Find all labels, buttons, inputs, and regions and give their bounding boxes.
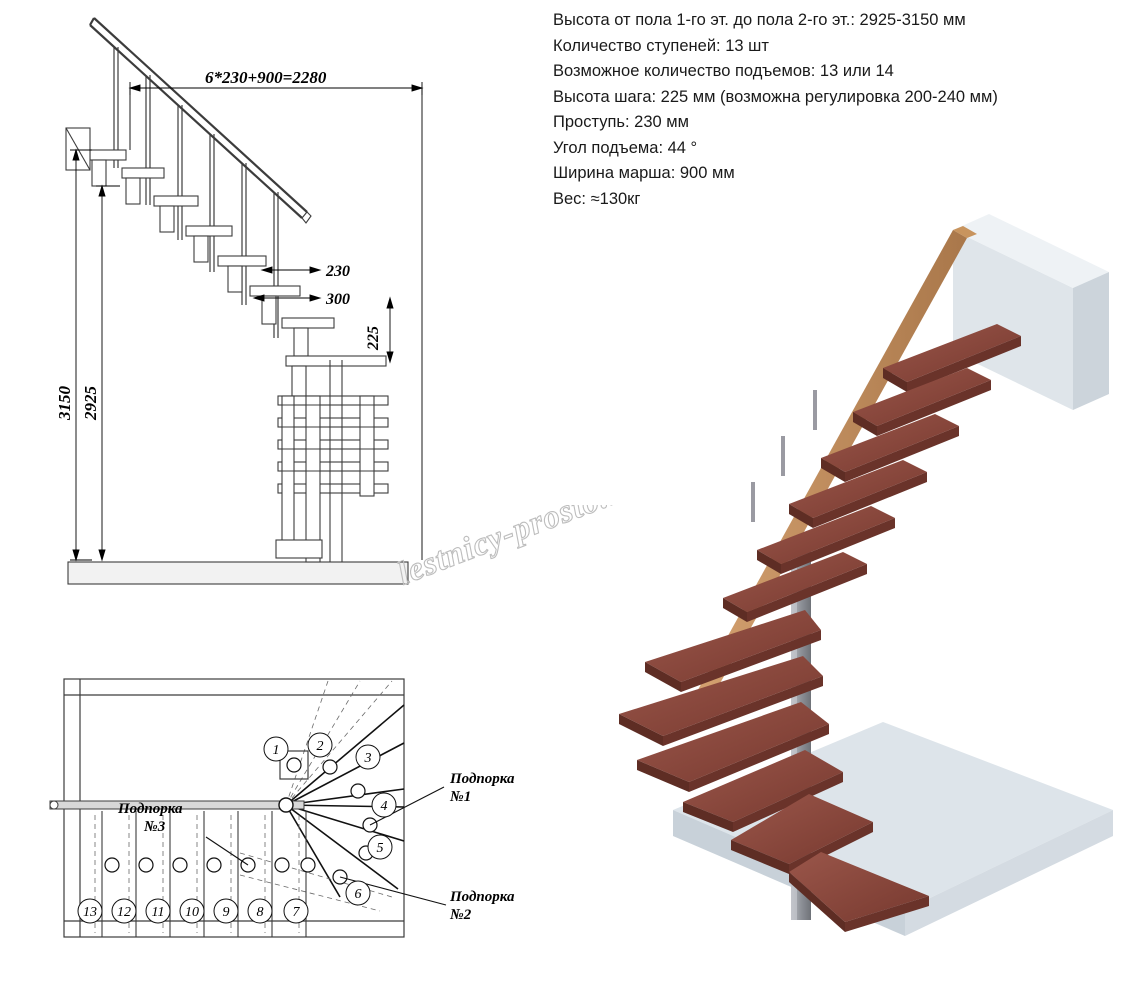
spec-step-count: Количество ступеней: 13 шт: [553, 36, 769, 55]
dimension-3150: [70, 150, 92, 560]
step-number-11: 11: [151, 905, 165, 920]
step-number-4: 4: [380, 799, 388, 814]
dimension-225: [387, 298, 393, 362]
dimension-225-label: 225: [365, 326, 382, 350]
isometric-render: [553, 110, 1123, 990]
wall-bracket: [66, 128, 90, 170]
winder-section: [276, 396, 388, 562]
support-1-label: [449, 771, 515, 805]
support-2-label-line1: Подпорка: [450, 889, 515, 905]
step-number-1: 1: [272, 743, 280, 758]
spec-tread: Проступь: 230 мм: [553, 113, 689, 131]
support-2-label-line2: №2: [450, 907, 472, 923]
step-number-5: 5: [376, 841, 384, 856]
support-1-label-line1: Подпорка: [450, 771, 515, 787]
central-column: [330, 360, 342, 562]
floor-slab: [68, 562, 408, 584]
step-number-6: 6: [354, 887, 362, 902]
spec-width: Ширина марша: 900 мм: [553, 164, 735, 182]
step-number-3: 3: [364, 751, 372, 766]
watermark-text: lestnicy-prosto.ru: [395, 505, 645, 593]
plan-view-drawing: [40, 665, 540, 955]
spec-rise-count: Возможное количество подъемов: 13 или 14: [553, 62, 894, 80]
step-number-12: 12: [117, 905, 131, 920]
dimension-230: [262, 267, 320, 273]
step-number-13: 13: [83, 905, 97, 920]
plan-central-post: [279, 798, 293, 812]
dimension-3150-label: 3150: [55, 386, 74, 420]
dimension-run-label: 6*230+900=2280: [205, 68, 327, 87]
dimension-2925-label: 2925: [81, 386, 100, 420]
support-2-label: [449, 889, 515, 923]
step-number-8: 8: [256, 905, 264, 920]
support-1-label-line2: №1: [450, 789, 472, 805]
spec-weight: Вес: ≈130кг: [553, 189, 641, 208]
step-number-9: 9: [222, 905, 230, 920]
side-elevation-drawing: [30, 0, 490, 610]
support-3-label-line2: №3: [144, 819, 166, 835]
dimension-2925: [96, 186, 120, 560]
dimension-300-label: 300: [326, 291, 350, 308]
dimension-230-label: 230: [326, 263, 350, 280]
step-number-10: 10: [185, 905, 199, 920]
support-3-label-line1: Подпорка: [118, 801, 183, 817]
spec-total-height: Высота от пола 1-го эт. до пола 2-го эт.: 2925-3150 мм: [553, 11, 966, 29]
step-number-7: 7: [292, 905, 300, 920]
spec-angle: Угол подъема: 44 °: [553, 138, 698, 157]
step-number-2: 2: [316, 739, 324, 754]
spec-step-height: Высота шага: 225 мм (возможна регулировка 200-240 мм): [553, 87, 998, 106]
